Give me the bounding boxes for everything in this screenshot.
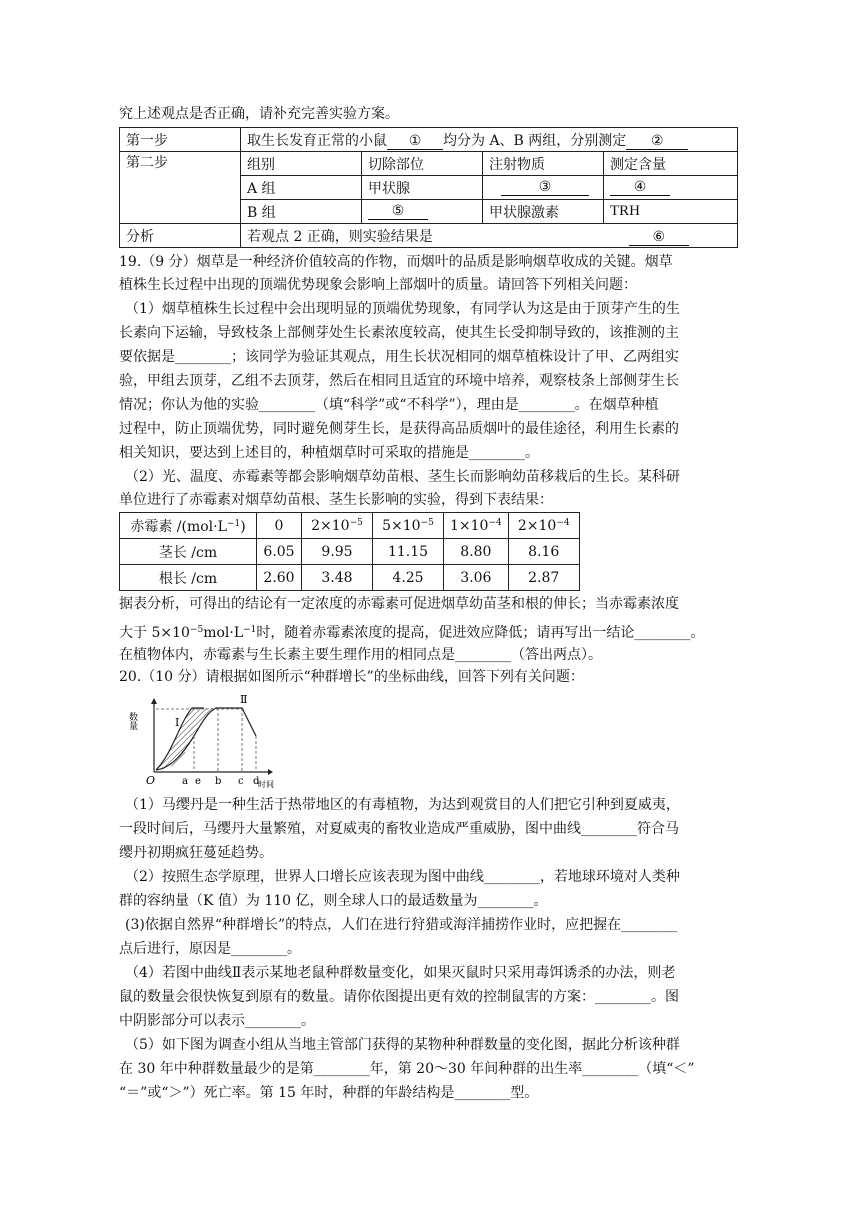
analysis-label: 分析 [120,224,241,248]
group-a-measure-cell [604,176,738,200]
tick-label: b [215,776,222,787]
x-axis-arrow [268,769,273,775]
table-row [120,513,580,539]
q19-line: 大于 $5\times 10^{-5}mol\cdot L^{-1}$时，随着赤霉素浓度的提高，促进效应降低；请再写出一结论________。 [119,625,705,641]
analysis-cell [241,224,738,248]
group-a: A 组 [241,176,362,200]
blank-4[interactable]: ④ [610,179,670,196]
group-b-site-cell [362,200,483,224]
step1-text-b: 均分为 A、B 两组，分别测定 [443,132,627,149]
table-row [120,152,738,176]
curve-2-label: Ⅱ [240,693,248,706]
root-value: 2.60 [257,565,302,591]
table-row [120,539,580,565]
curve-1-label: Ⅰ [175,716,180,729]
blank-6[interactable]: ⑥ [629,229,689,246]
q19-line: 植株生长过程中出现的顶端优势现象会影响上部烟叶的质量。请回答下列相关问题： [119,277,637,293]
root-label: 根长 /cm [120,565,257,591]
origin-label: O [146,774,156,787]
y-axis-label: 数量 [127,712,137,730]
analysis-text: 若观点 2 正确，则实验结果是 [247,228,433,245]
table-row [120,224,738,248]
concentration-value: $2\times 10^{-5}$ [302,513,373,539]
header-measure: 测定含量 [604,152,738,176]
q19-line: 情况；你认为他的实验________（填“科学”或“不科学”），理由是________。在烟草种植 [119,397,659,413]
group-a-site: 甲状腺 [362,176,483,200]
stem-value: 8.16 [508,539,579,565]
q19-line: （2）光、温度、赤霉素等都会影响烟草幼苗根、茎生长而影响幼苗移栽后的生长。某科研 [125,469,680,485]
step1-cell [241,128,738,152]
table-row [120,128,738,152]
concentration-value: 0 [257,513,302,539]
q19-line: 验，甲组去顶芽，乙组不去顶芽，然后在相同且适宜的环境中培养，观察枝条上部侧芽生长 [119,373,679,389]
population-growth-figure [127,692,274,789]
concentration-value: $5\times 10^{-5}$ [373,513,444,539]
blank-1[interactable]: ① [387,133,443,150]
root-value: 2.87 [508,565,579,591]
blank-2[interactable]: ② [626,133,688,150]
tick-label: c [238,776,244,787]
q20-line: 点后进行，原因是________。 [119,941,301,957]
x-axis-label: 时间 [258,780,274,789]
stem-value: 11.15 [373,539,444,565]
blank-5[interactable]: ⑤ [368,203,428,220]
concentration-value: $1\times 10^{-4}$ [444,513,509,539]
q20-line: 缨丹初期疯狂蔓延趋势。 [119,845,273,861]
stem-value: 6.05 [257,539,302,565]
q20-line: （4）若图中曲线Ⅱ表示某地老鼠种群数量变化，如果灭鼠时只采用毒饵诱杀的办法，则老 [125,965,676,981]
concentration-value: $2\times 10^{-4}$ [508,513,579,539]
q20-line: (3)依据自然界“种群增长”的特点，人们在进行狩猎或海洋捕捞作业时，应把握在________ [125,917,678,933]
stem-value: 9.95 [302,539,373,565]
q20-line: 在 30 年中种群数量最少的是第________年，第 20～30 年间种群的出生率________（填“＜” [119,1061,695,1077]
q19-line: 据表分析，可得出的结论有一定浓度的赤霉素可促进烟草幼苗茎和根的伸长；当赤霉素浓度 [119,596,679,612]
q20-line: “＝”或“＞”）死亡率。第 15 年时，种群的年龄结构是________型。 [119,1085,539,1101]
experiment-table [119,127,738,248]
q19-line: 过程中，防止顶端优势，同时避免侧芽生长，是获得高品质烟叶的最佳途径，利用生长素的 [119,421,679,437]
intro-text: 究上述观点是否正确，请补充完善实验方案。 [119,106,399,122]
q19-line: 相关知识，要达到上述目的，种植烟草时可采取的措施是________。 [119,445,539,461]
q20-line: （5）如下图为调查小组从当地主管部门获得的某物种种群数量的变化图，据此分析该种群 [125,1037,680,1053]
root-value: 3.06 [444,565,509,591]
q19-line: 要依据是________；该同学为验证其观点，用生长状况相同的烟草植株设计了甲、乙两组实 [119,349,679,365]
table-row [120,565,580,591]
q20-line: 鼠的数量会很快恢复到原有的数量。请你依图提出更有效的控制鼠害的方案：________。图 [119,989,679,1005]
y-axis-arrow [151,698,157,704]
q19-line: 在植物体内，赤霉素与生长素主要生理作用的相同点是________（答出两点）。 [119,647,602,663]
header-site: 切除部位 [362,152,483,176]
header-inject: 注射物质 [483,152,604,176]
q19-line: 单位进行了赤霉素对烟草幼苗根、茎生长影响的实验，得到下表结果： [119,492,553,508]
root-value: 4.25 [373,565,444,591]
tick-label: a [182,776,188,787]
stem-label: 茎长 /cm [120,539,257,565]
q20-line: 20.（10 分）请根据如图所示“种群增长”的坐标曲线，回答下列有关问题： [119,669,584,685]
tick-label: d [253,776,260,787]
q20-line: 中阴影部分可以表示________。 [119,1013,315,1029]
group-b-measure: TRH [604,200,738,224]
step-label: 第一步 [120,128,241,152]
concentration-header: 赤霉素 $/(mol\cdot L^{-1})$ [120,513,257,539]
stem-value: 8.80 [444,539,509,565]
root-value: 3.48 [302,565,373,591]
q19-line: 19.（9 分）烟草是一种经济价值较高的作物，而烟叶的品质是影响烟草收成的关键。烟草 [119,254,673,270]
group-a-inject-cell [483,176,604,200]
q20-line: （2）按照生态学原理，世界人口增长应该表现为图中曲线________，若地球环境对人类种 [125,869,680,885]
step1-text-a: 取生长发育正常的小鼠 [247,132,387,149]
gibberellin-table [119,512,580,591]
q19-line: 长素向下运输，导致枝条上部侧芽处生长素浓度较高，使其生长受抑制导致的，该推测的主 [119,325,679,341]
q20-line: 一段时间后，马缨丹大量繁殖，对夏威夷的畜牧业造成严重威胁，图中曲线________符合马 [119,821,679,837]
q19-line: （1）烟草植株生长过程中会出现明显的顶端优势现象，有同学认为这是由于顶芽产生的生 [125,301,680,317]
step-label: 第二步 [120,152,241,224]
tick-label: e [195,776,201,787]
header-group: 组别 [241,152,362,176]
group-b: B 组 [241,200,362,224]
blank-3[interactable]: ③ [501,179,589,196]
q20-line: （1）马缨丹是一种生活于热带地区的有毒植物，为达到观赏目的人们把它引种到夏威夷， [125,797,680,813]
group-b-inject: 甲状腺激素 [483,200,604,224]
q20-line: 群的容纳量（K 值）为 110 亿，则全球人口的最适数量为________。 [119,893,548,909]
